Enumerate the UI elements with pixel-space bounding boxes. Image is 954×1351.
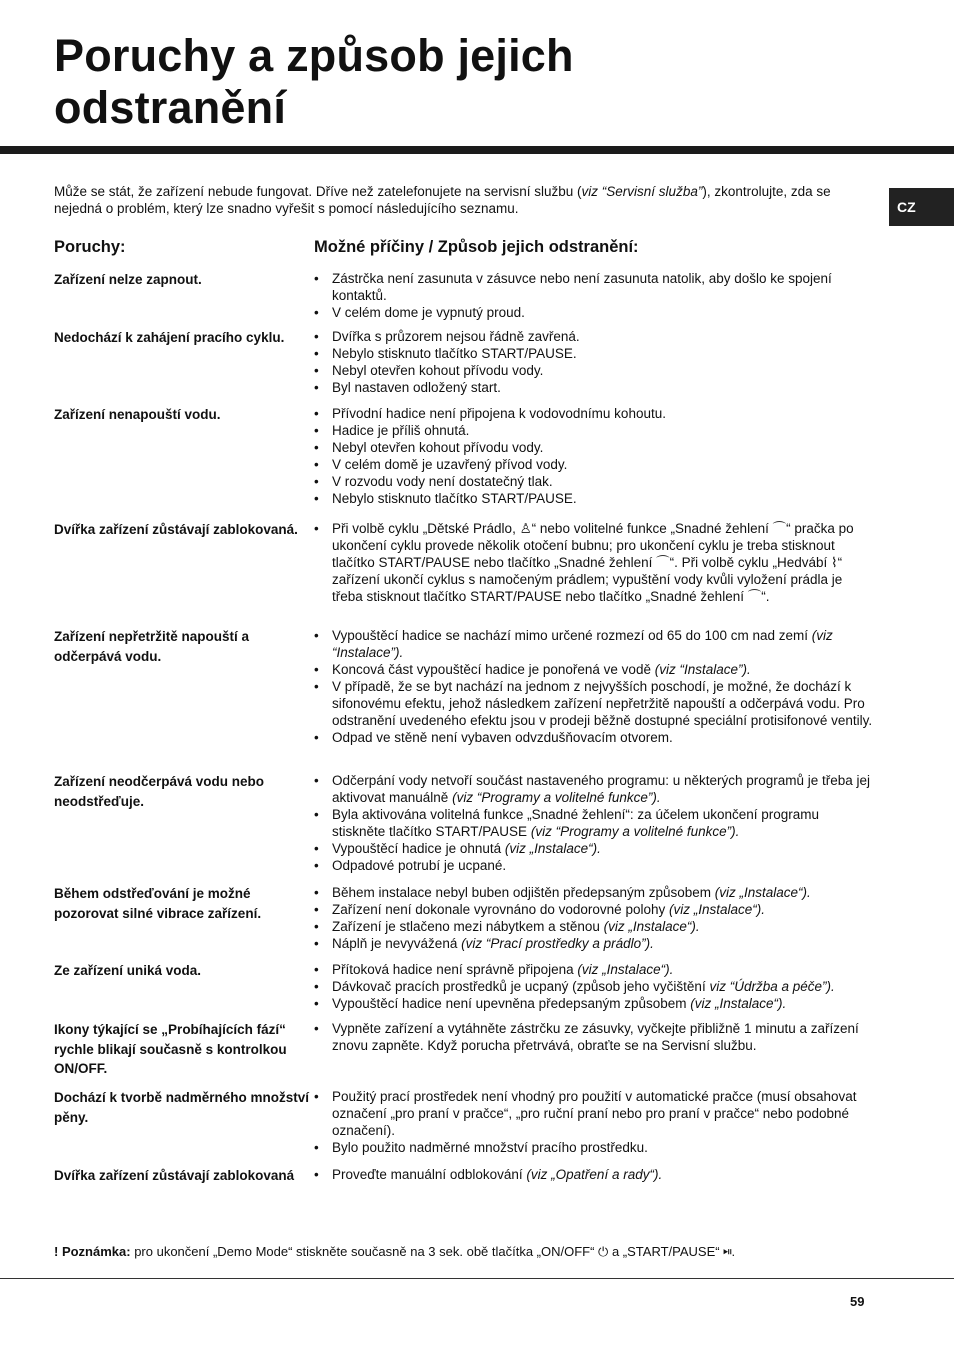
cause-list bbox=[312, 1020, 874, 1054]
cause-text: Nebyl otevřen kohout přívodu vody. bbox=[332, 440, 544, 455]
cause-reference: (viz „Instalace“). bbox=[690, 996, 787, 1011]
cause-list bbox=[312, 1088, 874, 1156]
cause-reference: (viz “Instalace”). bbox=[654, 662, 751, 677]
footer-rule bbox=[0, 1278, 954, 1279]
cause-text: Byl nastaven odložený start. bbox=[332, 380, 501, 395]
cause-text: V celém domě je uzavřený přívod vody. bbox=[332, 457, 568, 472]
cause-item bbox=[312, 362, 874, 379]
cause-text: Při volbě cyklu „Dětské Prádlo, ♙“ nebo volitelné funkce „Snadné žehlení ⌒“ pračka po ukončení cyklu provede několik otočení bubnu; pro ukončení cyklu je treba stisknout tlačítko START/PAUSE nebo tlačítko „Snadné žehlení ⌒“. Při volbě cyklu „Hedvábí ⌇“ zařízení ukončí cyklus s namočeným prádlem; vypuštění vody kvůli vyložení prádla je třeba stisknout tlačítko START/PAUSE nebo tlačítko „Snadné žehlení ⌒“. bbox=[332, 521, 854, 604]
cause-list bbox=[312, 1166, 874, 1183]
cause-text: Přítoková hadice není správně připojena bbox=[332, 962, 578, 977]
cause-item bbox=[312, 627, 874, 661]
cause-item bbox=[312, 1139, 874, 1156]
demo-mode-note bbox=[54, 1243, 735, 1260]
fault-label: Zařízení nenapouští vodu. bbox=[54, 407, 221, 422]
cause-text: Vypouštěcí hadice není upevněna předepsaným způsobem bbox=[332, 996, 691, 1011]
cause-text: Nebylo stisknuto tlačítko START/PAUSE. bbox=[332, 491, 577, 506]
fault-label: Dvířka zařízení zůstávají zablokovaná bbox=[54, 1168, 295, 1183]
cause-reference: (viz „Instalace“). bbox=[504, 841, 601, 856]
cause-list bbox=[312, 405, 874, 507]
cause-text: Odpad ve stěně není vybaven odvzdušňovacím otvorem. bbox=[332, 730, 673, 745]
fault-label: Zařízení nelze zapnout. bbox=[54, 272, 202, 287]
cause-list bbox=[312, 270, 874, 321]
cause-item bbox=[312, 328, 874, 345]
cause-item bbox=[312, 918, 874, 935]
cause-text: Nebylo stisknuto tlačítko START/PAUSE. bbox=[332, 346, 577, 361]
causes-header: Možné příčiny / Způsob jejich odstranění: bbox=[314, 238, 639, 256]
cause-text: Zástrčka není zasunuta v zásuvce nebo není zasunuta natolik, aby došlo ke spojení kontaktů. bbox=[332, 271, 832, 303]
intro-paragraph bbox=[54, 183, 844, 217]
title-line-1: Poruchy a způsob jejich bbox=[54, 30, 574, 81]
cause-item bbox=[312, 840, 874, 857]
intro-reference: viz “Servisní služba” bbox=[581, 184, 703, 199]
cause-reference: (viz “Instalace”). bbox=[332, 628, 833, 660]
cause-text: Odpadové potrubí je ucpané. bbox=[332, 858, 507, 873]
fault-label: Dvířka zařízení zůstávají zablokovaná. bbox=[54, 522, 298, 537]
cause-text: V rozvodu vody není dostatečný tlak. bbox=[332, 474, 553, 489]
cause-item bbox=[312, 884, 874, 901]
cause-text: Koncová část vypouštěcí hadice je ponořená ve vodě bbox=[332, 662, 655, 677]
cause-text: Během instalace nebyl buben odjištěn předepsaným způsobem bbox=[332, 885, 715, 900]
cause-reference: (viz „Instalace“). bbox=[714, 885, 811, 900]
cause-reference: (viz “Programy a volitelné funkce”). bbox=[452, 790, 661, 805]
cause-text: Zařízení není dokonale vyrovnáno do vodorovné polohy bbox=[332, 902, 669, 917]
title-rule bbox=[0, 146, 954, 154]
cause-text: V případě, že se byt nachází na jednom z nejvyšších poschodí, je možné, že dochází k sifonovému efektu, jehož následkem zařízení nepřetržitě napouští a odčerpává vodu. Pro odstranění uvedeného efektu jsou v prodeji běžně dostupné speciální protisifonové ventily. bbox=[332, 679, 873, 728]
cause-text: Nebyl otevřen kohout přívodu vody. bbox=[332, 363, 544, 378]
cause-item bbox=[312, 1166, 874, 1183]
title-line-2: odstranění bbox=[54, 82, 287, 133]
cause-reference: viz “Údržba a péče”). bbox=[709, 979, 835, 994]
cause-item bbox=[312, 520, 874, 605]
cause-text: Zařízení je stlačeno mezi nábytkem a stěnou bbox=[332, 919, 604, 934]
cause-list bbox=[312, 961, 874, 1012]
cause-text: Proveďte manuální odblokování bbox=[332, 1167, 527, 1182]
cause-text: Odčerpání vody netvoří součást nastaveného programu: u některých programů je třeba jej aktivovat manuálně bbox=[332, 773, 871, 805]
cause-item bbox=[312, 978, 874, 995]
cause-text: V celém dome je vypnutý proud. bbox=[332, 305, 525, 320]
page-title bbox=[54, 30, 574, 134]
cause-item bbox=[312, 490, 874, 507]
intro-text-2: ), zkontrolujte, zda se nejedná o problém, který lze snadno vyřešit s pomocí následujícího seznamu. bbox=[54, 184, 831, 216]
cause-list bbox=[312, 328, 874, 396]
cause-reference: (viz „Instalace“). bbox=[668, 902, 766, 917]
note-label: ! Poznámka: bbox=[54, 1244, 131, 1259]
cause-text: Hadice je příliš ohnutá. bbox=[332, 423, 470, 438]
cause-text: Vypněte zařízení a vytáhněte zástrčku ze zásuvky, vyčkejte přibližně 1 minutu a zařízení znovu zapněte. Když porucha přetrvává, obraťte se na Servisní službu. bbox=[332, 1021, 859, 1053]
cause-list bbox=[312, 627, 874, 746]
cause-text: Dávkovač pracích prostředků je ucpaný (způsob jeho vyčištění bbox=[332, 979, 710, 994]
cause-item bbox=[312, 304, 874, 321]
cause-item bbox=[312, 806, 874, 840]
cause-item bbox=[312, 270, 874, 304]
cause-item bbox=[312, 901, 874, 918]
cause-item bbox=[312, 345, 874, 362]
cause-list bbox=[312, 772, 874, 874]
cause-item bbox=[312, 772, 874, 806]
intro-text-1: Může se stát, že zařízení nebude fungovat. Dříve než zatelefonujete na servisní službu ( bbox=[54, 184, 582, 199]
cause-item bbox=[312, 935, 874, 952]
cause-text: Bylo použito nadměrné množství pracího prostředku. bbox=[332, 1140, 648, 1155]
cause-item bbox=[312, 405, 874, 422]
cause-list bbox=[312, 520, 874, 605]
fault-label: Dochází k tvorbě nadměrného množství pěny. bbox=[54, 1090, 310, 1125]
language-tab: CZ bbox=[889, 188, 954, 226]
cause-item bbox=[312, 1088, 874, 1139]
cause-reference: (viz “Programy a volitelné funkce”). bbox=[530, 824, 740, 839]
cause-item bbox=[312, 1020, 874, 1054]
fault-label: Nedochází k zahájení pracího cyklu. bbox=[54, 330, 285, 345]
fault-label: Během odstřeďování je možné pozorovat silné vibrace zařízení. bbox=[54, 886, 262, 921]
page-number: 59 bbox=[850, 1294, 865, 1309]
cause-item bbox=[312, 439, 874, 456]
cause-item bbox=[312, 456, 874, 473]
fault-label: Zařízení neodčerpává vodu nebo neodstřeďuje. bbox=[54, 774, 265, 809]
fault-label: Ze zařízení uniká voda. bbox=[54, 963, 202, 978]
cause-list bbox=[312, 884, 874, 952]
cause-text: Vypouštěcí hadice je ohnutá bbox=[332, 841, 505, 856]
cause-reference: (viz „Instalace“). bbox=[577, 962, 674, 977]
cause-text: Byla aktivována volitelná funkce „Snadné žehlení“: za účelem ukončení programu stiskněte tlačítko START/PAUSE bbox=[332, 807, 820, 839]
cause-item bbox=[312, 995, 874, 1012]
cause-item bbox=[312, 729, 874, 746]
fault-label: Zařízení nepřetržitě napouští a odčerpává vodu. bbox=[54, 629, 250, 664]
cause-text: Použitý prací prostředek není vhodný pro použití v automatické pračce (musí obsahovat označení „pro praní v pračce“, „pro ruční praní nebo pro praní v pračce“ nebo podobné označení). bbox=[332, 1089, 857, 1138]
fault-label: Ikony týkající se „Probíhajících fází“ rychle blikají současně s kontrolkou ON/OFF. bbox=[54, 1022, 287, 1076]
cause-item bbox=[312, 661, 874, 678]
cause-item bbox=[312, 473, 874, 490]
cause-item bbox=[312, 422, 874, 439]
cause-reference: (viz „Instalace“). bbox=[603, 919, 700, 934]
cause-item bbox=[312, 857, 874, 874]
cause-item bbox=[312, 961, 874, 978]
faults-header: Poruchy: bbox=[54, 238, 126, 256]
cause-item bbox=[312, 379, 874, 396]
cause-text: Náplň je nevyvážená bbox=[332, 936, 462, 951]
note-text: pro ukončení „Demo Mode“ stiskněte současně na 3 sek. obě tlačítka „ON/OFF“ ⏻ a „START/PAUSE“ ⏯. bbox=[130, 1244, 736, 1259]
cause-text: Dvířka s průzorem nejsou řádně zavřená. bbox=[332, 329, 580, 344]
cause-reference: (viz „Opatření a rady“). bbox=[526, 1167, 663, 1182]
cause-text: Přívodní hadice není připojena k vodovodnímu kohoutu. bbox=[332, 406, 666, 421]
cause-reference: (viz “Prací prostředky a prádlo”). bbox=[461, 936, 654, 951]
cause-text: Vypouštěcí hadice se nachází mimo určené rozmezí od 65 do 100 cm nad zemí bbox=[332, 628, 812, 643]
cause-item bbox=[312, 678, 874, 729]
